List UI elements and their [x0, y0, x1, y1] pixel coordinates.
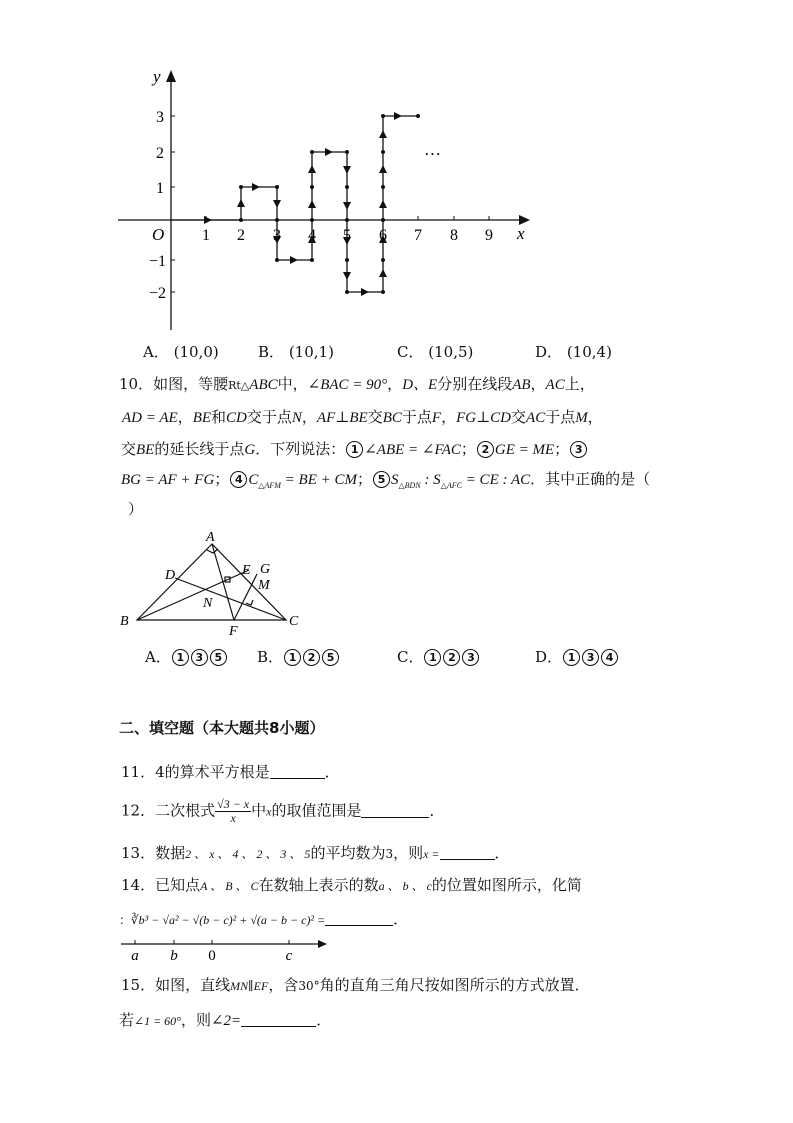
section-2-heading: 二、填空题（本大题共8小题） — [119, 719, 325, 737]
q14-line2: ：∛b³ − √a² − √(b − c)² + √(a − b − c)² = ． — [119, 910, 409, 928]
y-axis-label: y — [153, 67, 161, 86]
q10-option-a[interactable]: A． 1 3 5 — [145, 647, 228, 667]
svg-text:F: F — [229, 624, 238, 639]
svg-text:6: 6 — [379, 227, 387, 244]
q15-line2: 若∠1 = 60°，则∠2= ． — [119, 1011, 332, 1029]
q12-fraction: $\frac{√3 - x}{x}$ — [217, 797, 250, 825]
q10-line3: 交BE的延长线于点G．下列说法： 1 ∠ABE = ∠FAC； 2 GE = ME； 3 — [121, 439, 588, 460]
svg-text:E: E — [242, 563, 251, 578]
q15-answer-blank[interactable] — [241, 1012, 316, 1027]
q14-line1: 14．已知点A 、 B 、 C在数轴上表示的数a 、 b 、 c的位置如图所示，化简 — [121, 876, 582, 894]
svg-text:M: M — [258, 578, 270, 593]
svg-text:−2: −2 — [148, 285, 166, 302]
svg-text:a: a — [131, 948, 139, 964]
q14-number-line — [118, 935, 333, 965]
svg-text:4: 4 — [308, 227, 316, 244]
q10-line4: BG = AF + FG； 4 $C_{\triangle AFM}$ = BE + CM； 5 $S_{\triangle BDN}$ : $S_{\triangle AFC}$ = CE : AC．其中正确的是（ — [121, 470, 651, 490]
q10-triangle-figure — [115, 528, 310, 640]
svg-text:1: 1 — [202, 227, 210, 244]
svg-text:9: 9 — [485, 227, 493, 244]
svg-text:3: 3 — [156, 109, 164, 126]
svg-text:A: A — [206, 530, 215, 545]
svg-text:2: 2 — [156, 145, 164, 162]
q10-option-c[interactable]: C． 1 2 3 — [397, 647, 480, 667]
q9-options — [143, 342, 643, 364]
q10-line1: 10．如图，等腰Rt△ABC中，∠BAC = 90°，D、E分别在线段AB，AC上， — [119, 375, 595, 393]
svg-text:7: 7 — [414, 227, 422, 244]
q10-close-paren: ） — [128, 500, 144, 518]
q15-line1: 15．如图，直线MN∥EF，含30°角的直角三角尺按如图所示的方式放置． — [121, 976, 590, 994]
ellipsis: … — [424, 140, 441, 159]
q10-options — [145, 647, 645, 669]
q10-line2: AD = AE，BE和CD交于点N，AF⊥BE交BC于点F，FG⊥CD交AC于点M， — [122, 408, 603, 426]
q10-option-d[interactable]: D． 1 3 4 — [535, 647, 619, 667]
svg-text:c: c — [285, 948, 293, 964]
q11: 11．4的算术平方根是 ． — [121, 763, 340, 781]
zigzag-path — [171, 116, 418, 292]
svg-text:B: B — [120, 614, 129, 629]
origin-label: O — [152, 225, 165, 244]
q12: 12．二次根式 $\frac{√3 - x}{x}$ 中x的取值范围是 ． — [121, 797, 445, 825]
svg-text:D: D — [165, 568, 176, 583]
svg-text:2: 2 — [237, 227, 245, 244]
svg-text:3: 3 — [273, 227, 281, 244]
svg-text:1: 1 — [156, 180, 164, 197]
svg-text:G: G — [260, 562, 271, 577]
q9-coordinate-graph — [110, 62, 540, 337]
svg-text:−1: −1 — [148, 253, 166, 270]
q9-option-b[interactable]: B． (10,1) — [258, 343, 334, 361]
q10-option-b[interactable]: B． 1 2 5 — [257, 647, 340, 667]
q13-answer-blank[interactable] — [440, 845, 495, 860]
svg-text:0: 0 — [208, 948, 216, 964]
svg-text:8: 8 — [450, 227, 458, 244]
svg-text:b: b — [170, 948, 178, 964]
q9-option-c[interactable]: C． (10,5) — [397, 343, 474, 361]
svg-text:C: C — [289, 614, 299, 629]
y-tick-labels — [149, 109, 166, 302]
q13: 13．数据2 、 x 、 4 、 2 、 3 、 5的平均数为3，则x = ． — [121, 844, 510, 862]
svg-text:N: N — [203, 596, 213, 611]
x-axis-label: x — [517, 224, 525, 243]
q12-answer-blank[interactable] — [361, 803, 429, 818]
q11-answer-blank[interactable] — [270, 764, 325, 779]
svg-text:5: 5 — [343, 227, 351, 244]
q14-answer-blank[interactable] — [325, 911, 393, 926]
q9-option-a[interactable]: A． (10,0) — [143, 343, 219, 361]
q9-option-d[interactable]: D． (10,4) — [535, 343, 612, 361]
x-tick-labels — [202, 227, 493, 244]
